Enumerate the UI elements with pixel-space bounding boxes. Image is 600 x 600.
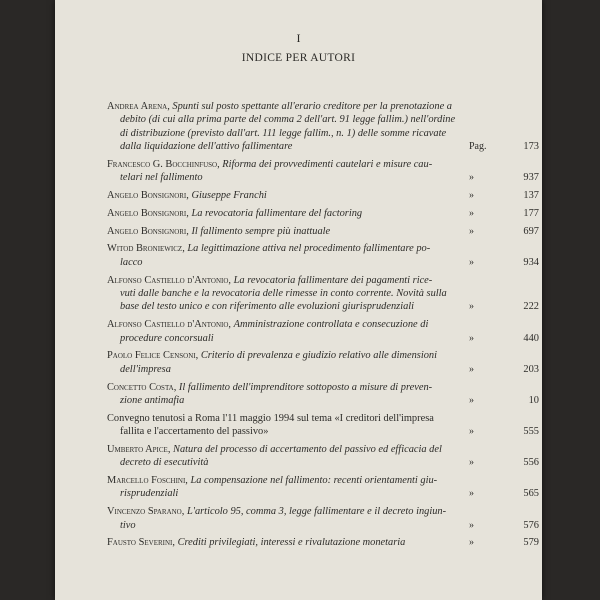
entry-line (107, 287, 539, 300)
entry-author: Francesco G. Bocchinfuso, (107, 158, 223, 170)
entry-author: Alfonso Castiello d'Antonio, (107, 319, 234, 331)
entry-title: zione antimafia (120, 394, 185, 406)
page-reference (469, 189, 539, 202)
entry-title: La legittimazione attiva nel procedimento fallimentare po- (187, 243, 431, 255)
entry-title: risprudenziali (120, 488, 179, 500)
entry-title: tivo (120, 519, 136, 531)
page-reference (469, 519, 539, 532)
entry-title: Natura del processo di accertamento del passivo ed efficacia del (173, 443, 442, 455)
page-abbrev: » (469, 172, 474, 184)
page-abbrev: » (469, 225, 474, 237)
entry-title: Criterio di prevalenza e giudizio relativo alle dimensioni (200, 350, 437, 362)
index-entry (107, 207, 539, 220)
page-reference (469, 171, 539, 184)
page-number: 576 (523, 519, 539, 531)
entry-title: Il fallimento sempre più inattuale (191, 225, 331, 237)
index-entry (107, 412, 539, 439)
index-entry (107, 474, 539, 501)
page-number: 440 (523, 332, 539, 344)
entry-title: Riforma dei provvedimenti cautelari e misure cau- (222, 158, 433, 170)
index-entry (107, 505, 539, 532)
entry-title: debito (di cui alla prima parte del comma 2 dell'art. 91 legge fallim.) nell'ordine (120, 114, 456, 126)
entry-author: Alfonso Castiello d'Antonio, (107, 274, 234, 286)
index-entry (107, 536, 539, 549)
page-abbrev: » (469, 301, 474, 313)
index-entry (107, 100, 539, 154)
page-number: 697 (523, 225, 539, 237)
entry-text: Convegno tenutosi a Roma l'11 maggio 1994 sul tema «I creditori dell'impresa (107, 412, 434, 424)
page-reference (469, 332, 539, 345)
entry-author: Paolo Felice Censoni, (107, 350, 201, 362)
page-abbrev: » (469, 207, 474, 219)
entry-title: Il fallimento dell'imprenditore sottoposto a misure di preven- (178, 381, 433, 393)
entry-text: fallita e l'accertamento del passivo» (120, 426, 269, 438)
entry-author: Angelo Bonsignori, (107, 225, 192, 237)
entry-author: Witod Broniewicz, (107, 243, 188, 255)
page-abbrev: » (469, 537, 474, 549)
index-entry (107, 381, 539, 408)
index-entry (107, 349, 539, 376)
page-number: 137 (523, 190, 539, 202)
entry-line (107, 412, 539, 425)
page-abbrev: » (469, 457, 474, 469)
entry-author: Fausto Severini, (107, 537, 178, 549)
page-number: 937 (523, 172, 539, 184)
index-entry (107, 189, 539, 202)
entry-line (107, 100, 539, 113)
page-abbrev: » (469, 519, 474, 531)
page-abbrev: » (469, 256, 474, 268)
page-reference (469, 256, 539, 269)
entry-title: Crediti privilegiati, interessi e rivalutazione monetaria (177, 537, 406, 549)
page-number: 173 (523, 141, 539, 153)
entry-author: Andrea Arena, (107, 101, 173, 112)
entry-title: lacco (120, 256, 143, 268)
entry-author: Marcello Foschini, (107, 475, 191, 487)
index-entry (107, 443, 539, 470)
entry-title: dell'impresa (120, 363, 171, 375)
page-number: 555 (523, 426, 539, 438)
entry-line (107, 505, 539, 518)
page-number: 556 (523, 457, 539, 469)
page-abbrev: » (469, 363, 474, 375)
entry-author: Vincenzo Sparano, (107, 506, 187, 518)
entry-author: Angelo Bonsignori, (107, 190, 192, 202)
entry-line (107, 158, 539, 171)
page-reference (469, 207, 539, 220)
entry-title: L'articolo 95, comma 3, legge fallimentare e il decreto ingiun- (186, 506, 447, 518)
index-heading: INDICE PER AUTORI (241, 52, 356, 64)
index-entry (107, 318, 539, 345)
entry-title: Amministrazione controllata e consecuzione di (233, 319, 429, 331)
entry-author: Concetto Costa, (107, 381, 179, 393)
page-abbrev: » (469, 426, 474, 438)
entry-title: telari nel fallimento (120, 172, 203, 184)
index-entry (107, 225, 539, 238)
entry-title: vuti dalle banche e la revocatoria delle rimesse in conto corrente. Novità sulla (120, 288, 447, 300)
page-reference (469, 536, 539, 549)
page-reference (469, 425, 539, 438)
entry-line (107, 274, 539, 287)
page-number: 222 (523, 301, 539, 313)
page-abbrev: » (469, 332, 474, 344)
entry-title: decreto di esecutività (120, 457, 209, 469)
page-number: 177 (523, 207, 539, 219)
entry-line (107, 242, 539, 255)
entry-author: Angelo Bonsignori, (107, 207, 192, 219)
page-reference (469, 225, 539, 238)
page-reference (469, 456, 539, 469)
entry-title: La compensazione nel fallimento: recenti orientamenti giu- (190, 475, 438, 487)
entry-title: Giuseppe Franchi (191, 190, 267, 202)
page-number: 565 (523, 488, 539, 500)
index-entry (107, 242, 539, 269)
page-abbrev: » (469, 394, 474, 406)
author-index-list (107, 100, 539, 554)
page-reference (469, 394, 539, 407)
entry-title: procedure concorsuali (120, 332, 214, 344)
page-number: 934 (523, 256, 539, 268)
index-entry (107, 274, 539, 314)
entry-title: base del testo unico e con riferimento alle evoluzioni giurisprudenziali (120, 301, 415, 313)
entry-line (107, 349, 539, 362)
page-reference (469, 487, 539, 500)
entry-title: dalla liquidazione dell'attivo fallimentare (120, 141, 293, 153)
page-number: 579 (523, 537, 539, 549)
entry-line (107, 127, 539, 140)
page-number: 203 (523, 363, 539, 375)
page-reference (469, 363, 539, 376)
index-entry (107, 158, 539, 185)
page-number: 10 (528, 394, 539, 406)
entry-line (107, 318, 539, 331)
page-abbrev: » (469, 488, 474, 500)
entry-line (107, 474, 539, 487)
entry-title: di distribuzione (previsto dall'art. 111 legge fallim., n. 1) delle somme ricavate (120, 127, 447, 139)
entry-line (107, 113, 539, 126)
entry-line (107, 443, 539, 456)
entry-title: Spunti sul posto spettante all'erario creditore per la prenotazione a (172, 101, 452, 112)
book-page (55, 0, 542, 600)
page-abbrev: » (469, 190, 474, 202)
page-abbrev: Pag. (469, 141, 487, 153)
entry-title: La revocatoria fallimentare dei pagamenti rice- (233, 274, 433, 286)
section-number: I (296, 31, 301, 45)
page-reference (469, 300, 539, 313)
entry-title: La revocatoria fallimentare del factoring (191, 207, 363, 219)
page-reference (469, 140, 539, 153)
entry-author: Umberto Apice, (107, 443, 174, 455)
entry-line (107, 381, 539, 394)
